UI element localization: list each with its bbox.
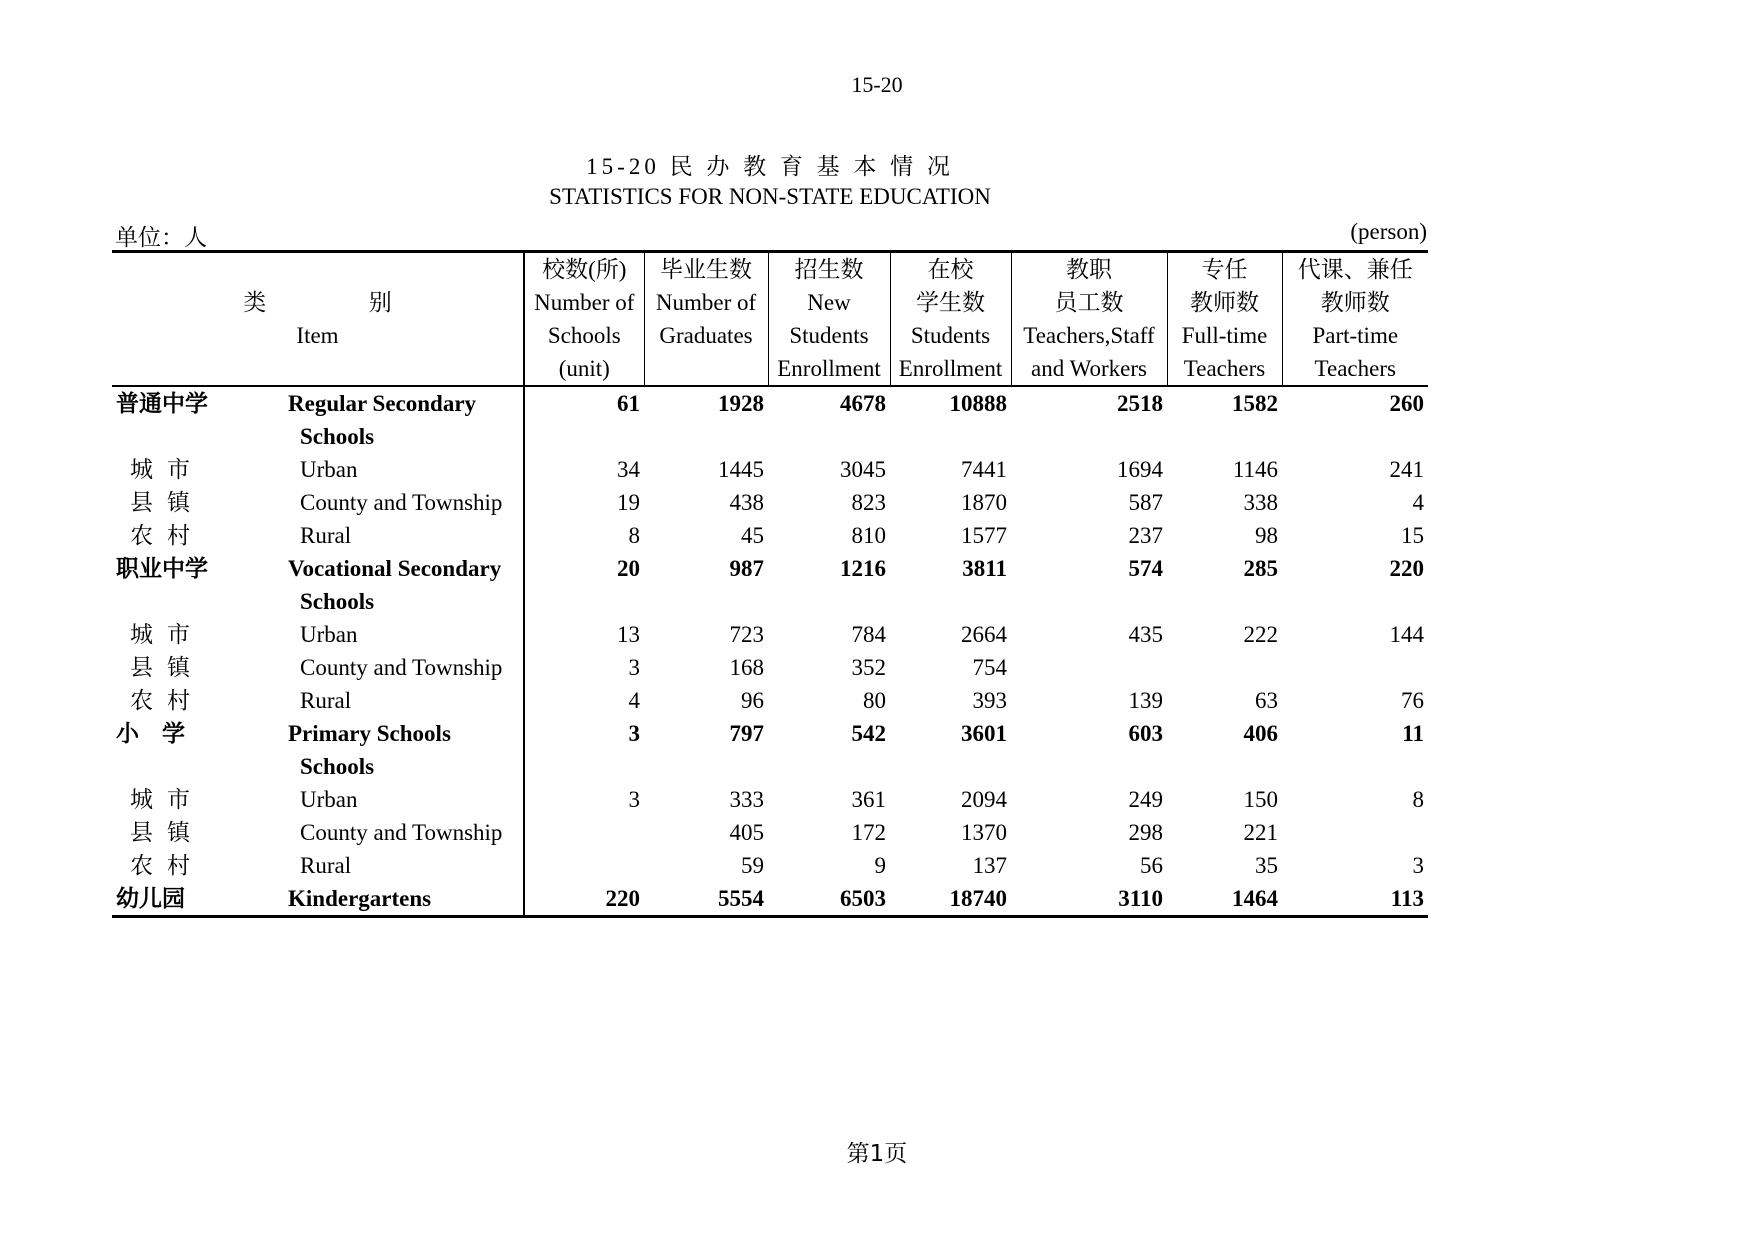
cell-student-enrollment: 1870: [961, 490, 1007, 515]
cell-part-time: [1282, 816, 1428, 849]
cell-schools: 34: [524, 453, 644, 486]
unit-label-english: (person): [1350, 219, 1427, 244]
row-label-zh: 普通中学: [116, 391, 208, 416]
cell-graduates: [644, 420, 768, 453]
col-header-full-time-teachers: 专任 教师数 Full-time Teachers: [1167, 252, 1282, 387]
table-row: [112, 651, 1428, 684]
cell-staff: 2518: [1117, 391, 1163, 416]
cell-part-time: 3: [1412, 853, 1424, 878]
table-title-english: STATISTICS FOR NON-STATE EDUCATION: [549, 184, 991, 209]
row-label-en: Primary Schools: [288, 721, 451, 746]
cell-schools: 4: [524, 684, 644, 717]
table-row: [112, 453, 1428, 486]
cell-new-enrollment: [768, 585, 890, 618]
cell-graduates: 1445: [718, 457, 764, 482]
cell-student-enrollment: 10888: [949, 391, 1007, 416]
row-label-zh: 县镇: [130, 820, 204, 845]
cell-full-time: [1167, 420, 1282, 453]
col-header-schools: 校数(所) Number of Schools (unit): [524, 252, 644, 387]
table-row: [112, 717, 1428, 750]
row-label-zh: 小 学: [116, 721, 185, 746]
cell-graduates: 333: [729, 787, 764, 812]
unit-label-chinese: 单位：人: [115, 225, 207, 250]
cell-graduates: 96: [741, 688, 764, 713]
row-label-zh: 职业中学: [116, 556, 208, 581]
cell-student-enrollment: [890, 750, 1011, 783]
cell-schools: [524, 750, 644, 783]
row-label-en: Rural: [300, 523, 352, 548]
cell-student-enrollment: 2664: [961, 622, 1007, 647]
row-label-en: Schools: [300, 424, 375, 449]
row-label-zh: [112, 750, 284, 783]
cell-new-enrollment: 352: [851, 655, 886, 680]
cell-schools: 13: [524, 618, 644, 651]
cell-schools: 20: [524, 552, 644, 585]
cell-new-enrollment: 9: [874, 853, 886, 878]
cell-graduates: 438: [729, 490, 764, 515]
table-row: [112, 420, 1428, 453]
item-header-zh-1: 类: [243, 290, 267, 315]
cell-student-enrollment: 18740: [949, 886, 1007, 911]
cell-full-time: 285: [1243, 556, 1278, 581]
cell-graduates: 405: [729, 820, 764, 845]
row-label-en: Rural: [300, 688, 352, 713]
cell-student-enrollment: 7441: [961, 457, 1007, 482]
row-label-zh: 城市: [130, 622, 204, 647]
cell-part-time: [1282, 420, 1428, 453]
table-header-row: [112, 252, 1428, 387]
item-header-zh-2: 别: [368, 290, 392, 315]
cell-part-time: 241: [1389, 457, 1424, 482]
cell-part-time: 8: [1412, 787, 1424, 812]
cell-graduates: 59: [741, 853, 764, 878]
row-label-zh: 农村: [130, 523, 204, 548]
cell-staff: 574: [1128, 556, 1163, 581]
table-row: [112, 386, 1428, 420]
col-header-staff: 教职 员工数 Teachers,Staff and Workers: [1011, 252, 1167, 387]
row-label-en: Urban: [300, 787, 358, 812]
row-label-en: Schools: [300, 754, 375, 779]
cell-full-time: 338: [1243, 490, 1278, 515]
cell-staff: 249: [1128, 787, 1163, 812]
cell-schools: [524, 816, 644, 849]
table-row: [112, 486, 1428, 519]
cell-student-enrollment: 2094: [961, 787, 1007, 812]
row-label-zh: [112, 420, 284, 453]
cell-schools: 61: [524, 386, 644, 420]
cell-staff: 587: [1128, 490, 1163, 515]
cell-part-time: 144: [1389, 622, 1424, 647]
cell-part-time: 4: [1412, 490, 1424, 515]
cell-full-time: 98: [1255, 523, 1278, 548]
cell-schools: [524, 585, 644, 618]
cell-staff: 237: [1128, 523, 1163, 548]
cell-staff: [1011, 651, 1167, 684]
row-label-zh: 幼儿园: [116, 886, 185, 911]
cell-full-time: 1146: [1232, 457, 1278, 482]
row-label-en: Kindergartens: [288, 886, 432, 911]
cell-part-time: 11: [1402, 721, 1424, 746]
row-label-zh: [112, 585, 284, 618]
cell-student-enrollment: 754: [972, 655, 1007, 680]
cell-full-time: 222: [1243, 622, 1278, 647]
cell-staff: 3110: [1118, 886, 1163, 911]
cell-part-time: 260: [1389, 391, 1424, 416]
cell-student-enrollment: 1577: [961, 523, 1007, 548]
row-label-en: Rural: [300, 853, 352, 878]
row-label-zh: 农村: [130, 688, 204, 713]
cell-part-time: [1282, 750, 1428, 783]
table-row: [112, 750, 1428, 783]
cell-student-enrollment: 3811: [962, 556, 1007, 581]
cell-schools: 220: [524, 882, 644, 917]
cell-full-time: [1167, 585, 1282, 618]
cell-staff: 56: [1140, 853, 1163, 878]
cell-student-enrollment: [890, 420, 1011, 453]
row-label-zh: 城市: [130, 457, 204, 482]
page-number: 15-20: [851, 72, 903, 97]
row-label-en: County and Township: [300, 820, 503, 845]
cell-new-enrollment: 4678: [840, 391, 886, 416]
cell-graduates: 5554: [718, 886, 764, 911]
cell-graduates: 797: [729, 721, 764, 746]
cell-new-enrollment: 542: [851, 721, 886, 746]
row-label-en: Urban: [300, 622, 358, 647]
cell-student-enrollment: 393: [972, 688, 1007, 713]
table-row: [112, 783, 1428, 816]
row-label-zh: 城市: [130, 787, 204, 812]
table-row: [112, 519, 1428, 552]
cell-graduates: [644, 750, 768, 783]
cell-staff: 139: [1128, 688, 1163, 713]
cell-part-time: 15: [1401, 523, 1424, 548]
cell-full-time: 35: [1255, 853, 1278, 878]
cell-schools: 3: [524, 651, 644, 684]
cell-graduates: 45: [741, 523, 764, 548]
row-label-en: County and Township: [300, 490, 503, 515]
cell-staff: [1011, 750, 1167, 783]
row-label-en: Regular Secondary: [288, 391, 477, 416]
col-header-graduates: 毕业生数 Number of Graduates: [644, 252, 768, 387]
cell-graduates: 723: [729, 622, 764, 647]
col-header-part-time-teachers: 代课、兼任 教师数 Part-time Teachers: [1282, 252, 1428, 387]
cell-new-enrollment: [768, 750, 890, 783]
cell-schools: 3: [524, 783, 644, 816]
cell-full-time: 150: [1243, 787, 1278, 812]
cell-student-enrollment: 137: [972, 853, 1007, 878]
table-row: [112, 684, 1428, 717]
cell-part-time: 76: [1401, 688, 1424, 713]
cell-full-time: [1167, 651, 1282, 684]
cell-schools: 3: [524, 717, 644, 750]
cell-staff: 435: [1128, 622, 1163, 647]
table-row: [112, 816, 1428, 849]
cell-full-time: 1582: [1232, 391, 1278, 416]
row-label-en: Schools: [300, 589, 375, 614]
cell-staff: [1011, 585, 1167, 618]
cell-graduates: [644, 585, 768, 618]
cell-student-enrollment: [890, 585, 1011, 618]
cell-new-enrollment: [768, 420, 890, 453]
statistics-table: [112, 250, 1428, 918]
page-footer: 第1页: [846, 1141, 908, 1167]
item-header: [112, 252, 524, 387]
cell-full-time: [1167, 750, 1282, 783]
table-row: [112, 585, 1428, 618]
cell-new-enrollment: 361: [851, 787, 886, 812]
cell-full-time: 63: [1255, 688, 1278, 713]
table-row: [112, 618, 1428, 651]
cell-staff: 298: [1128, 820, 1163, 845]
cell-part-time: [1282, 585, 1428, 618]
cell-part-time: 220: [1389, 556, 1424, 581]
cell-staff: [1011, 420, 1167, 453]
cell-schools: 19: [524, 486, 644, 519]
cell-staff: 1694: [1117, 457, 1163, 482]
table-row: [112, 882, 1428, 917]
table-row: [112, 849, 1428, 882]
cell-graduates: 987: [729, 556, 764, 581]
cell-new-enrollment: 6503: [840, 886, 886, 911]
col-header-new-enrollment: 招生数 New Students Enrollment: [768, 252, 890, 387]
col-header-student-enrollment: 在校 学生数 Students Enrollment: [890, 252, 1011, 387]
table-title-chinese: 15-20 民 办 教 育 基 本 情 况: [586, 154, 954, 179]
cell-part-time: [1282, 651, 1428, 684]
row-label-zh: 县镇: [130, 655, 204, 680]
row-label-en: Vocational Secondary: [288, 556, 502, 581]
cell-graduates: 168: [729, 655, 764, 680]
cell-schools: [524, 420, 644, 453]
cell-student-enrollment: 1370: [961, 820, 1007, 845]
table-row: [112, 552, 1428, 585]
cell-new-enrollment: 3045: [840, 457, 886, 482]
cell-student-enrollment: 3601: [961, 721, 1007, 746]
row-label-zh: 县镇: [130, 490, 204, 515]
row-label-en: County and Township: [300, 655, 503, 680]
cell-new-enrollment: 810: [851, 523, 886, 548]
cell-schools: 8: [524, 519, 644, 552]
cell-new-enrollment: 172: [851, 820, 886, 845]
row-label-zh: 农村: [130, 853, 204, 878]
cell-new-enrollment: 784: [851, 622, 886, 647]
cell-full-time: 406: [1243, 721, 1278, 746]
cell-graduates: 1928: [718, 391, 764, 416]
item-header-en: Item: [296, 323, 339, 348]
cell-staff: 603: [1128, 721, 1163, 746]
cell-new-enrollment: 823: [851, 490, 886, 515]
cell-full-time: 221: [1243, 820, 1278, 845]
cell-schools: [524, 849, 644, 882]
cell-part-time: 113: [1390, 886, 1424, 911]
cell-new-enrollment: 1216: [840, 556, 886, 581]
row-label-en: Urban: [300, 457, 358, 482]
cell-new-enrollment: 80: [863, 688, 886, 713]
cell-full-time: 1464: [1232, 886, 1278, 911]
